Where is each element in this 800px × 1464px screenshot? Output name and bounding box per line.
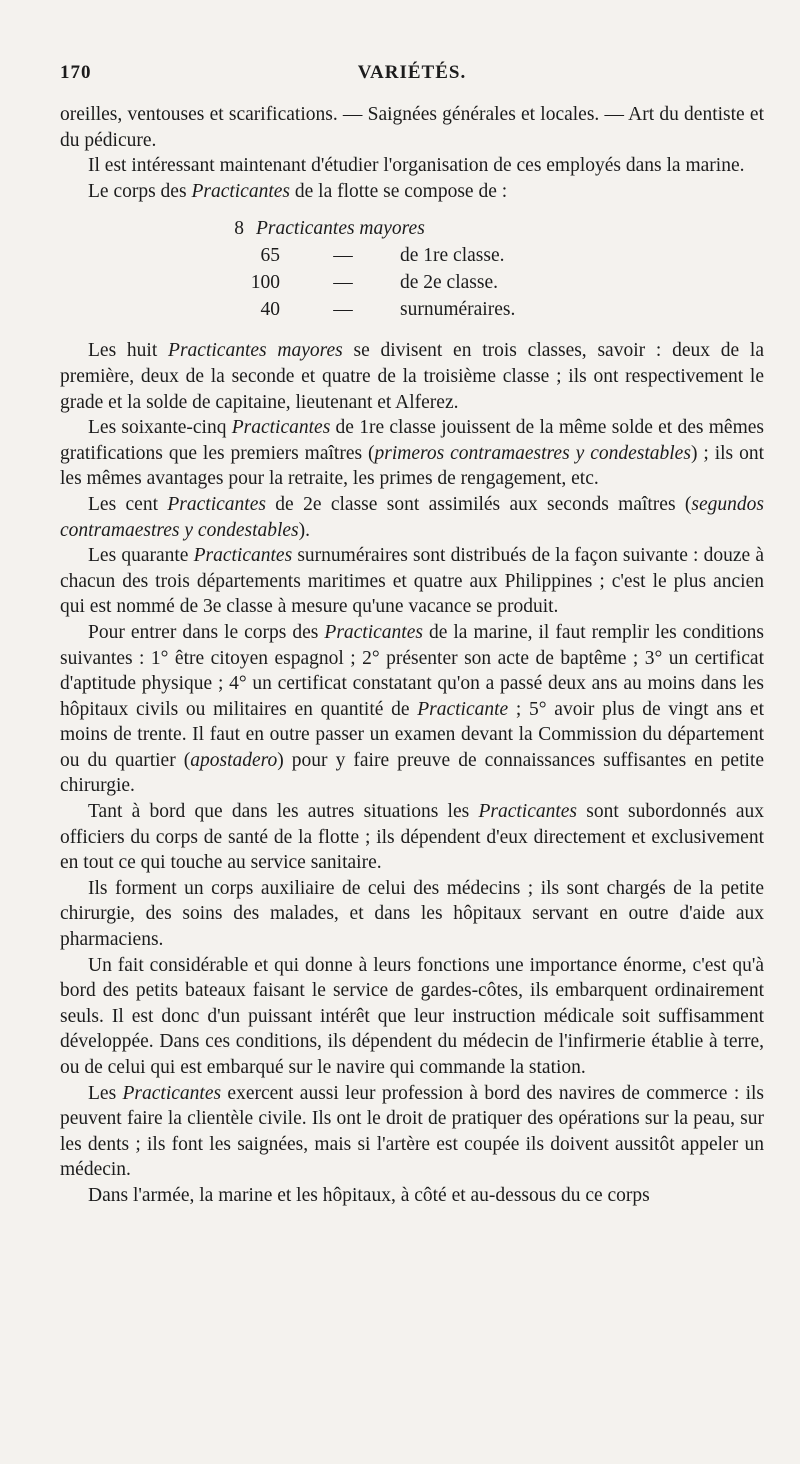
page-header	[60, 62, 764, 102]
table-label: de 1re classe.	[400, 245, 505, 267]
paragraph-13: Dans l'armée, la marine et les hôpitaux, à côté et au-dessous du ce corps	[88, 1184, 650, 1206]
table-row	[60, 243, 764, 270]
table-number: 100	[250, 272, 280, 294]
table-label: surnuméraires.	[400, 299, 516, 321]
paragraph-7: Les quarante Practicantes surnuméraires sont distribués de la façon suivante : douze à chacun des trois départements maritimes et quatre aux Philippines ; c'est le plus ancien qui est nommé de 3e classe à mesure qu'une vacance se produit.	[60, 545, 764, 618]
table-number: 8	[234, 218, 244, 240]
composition-table	[60, 216, 764, 324]
running-title: VARIÉTÉS.	[357, 62, 467, 83]
paragraph-8: Pour entrer dans le corps des Practicantes de la marine, il faut remplir les conditions suivantes : 1° être citoyen espagnol ; 2° présenter son acte de baptême ; 3° un certificat d'aptitude physique ; 4° un certificat constatant qu'on a passé deux ans au moins dans les hôpitaux civils ou militaires en quantité de Practicante ; 5° avoir plus de vingt ans et moins de trente. Il faut en outre passer un examen devant la Commission du département ou du quartier (apostadero) pour y faire preuve de connaissances suffisantes en petite chirurgie.	[60, 621, 764, 797]
paragraph-5: Les soixante-cinq Practicantes de 1re classe jouissent de la même solde et des mêmes gratifications que les premiers maîtres (primeros contramaestres y condestables) ; ils ont les mêmes avantages pour la retraite, les primes de rengagement, etc.	[60, 417, 765, 490]
table-dash: —	[333, 299, 353, 321]
page-body	[60, 102, 764, 1209]
table-row-top	[60, 216, 764, 243]
page-number: 170	[60, 62, 92, 83]
paragraph-10: Ils forment un corps auxiliaire de celui des médecins ; ils sont chargés de la petite chirurgie, des soins des malades, et dans les hôpitaux servant en outre d'aide aux pharmaciens.	[60, 877, 764, 951]
table-label: de 2e classe.	[400, 272, 498, 294]
paragraph-9: Tant à bord que dans les autres situations les Practicantes sont subordonnés aux officiers du corps de santé de la flotte ; ils dépendent d'eux directement et exclusivement en tout ce qui touche au service sanitaire.	[60, 801, 764, 874]
paragraph-3: Le corps des Practicantes de la flotte se compose de :	[88, 180, 508, 202]
paragraph-6: Les cent Practicantes de 2e classe sont assimilés aux seconds maîtres (segundos contramaestres y condestables).	[60, 493, 764, 541]
table-row	[60, 297, 764, 324]
paragraph-1: oreilles, ventouses et scarifications. — Saignées générales et locales. — Art du dentiste et du pédicure.	[60, 104, 764, 151]
table-row	[60, 270, 764, 297]
table-number: 65	[260, 245, 280, 267]
table-dash: —	[333, 245, 353, 267]
table-label: Practicantes mayores	[256, 218, 425, 240]
paragraph-11: Un fait considérable et qui donne à leurs fonctions une importance énorme, c'est qu'à bord des petits bateaux faisant le service de gardes-côtes, ils embarquent ordinairement seuls. Il est donc d'un puissant intérêt que leur instruction médicale soit suffisamment développée. Dans ces conditions, ils dépendent du médecin de l'infirmerie établie à terre, ou de celui qui est embarqué sur le navire qui commande la station.	[60, 954, 764, 1078]
paragraph-4: Les huit Practicantes mayores se divisent en trois classes, savoir : deux de la première, deux de la seconde et quatre de la troisième classe ; ils ont respectivement le grade et la solde de capitaine, lieutenant et Alferez.	[60, 340, 765, 413]
paragraph-12: Les Practicantes exercent aussi leur profession à bord des navires de commerce : ils peuvent faire la clientèle civile. Ils ont le droit de pratiquer des opérations sur la peau, sur les dents ; ils font les saignées, mais si l'artère est coupée ils doivent aussitôt appeler un médecin.	[60, 1082, 765, 1181]
table-number: 40	[260, 299, 280, 321]
paragraph-2: Il est intéressant maintenant d'étudier l'organisation de ces employés dans la marine.	[88, 155, 745, 177]
table-dash: —	[333, 272, 353, 294]
